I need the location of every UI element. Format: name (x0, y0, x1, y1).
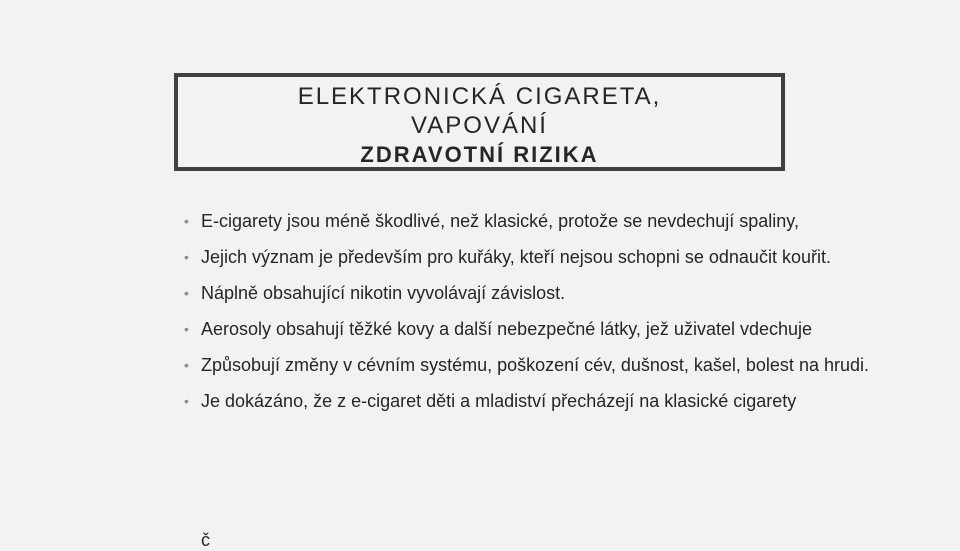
cut-off-text: č (201, 530, 210, 550)
bullet-text: Způsobují změny v cévním systému, poškození cév, dušnost, kašel, bolest na hrudi. (201, 355, 869, 375)
slide-title-line-1: ELEKTRONICKÁ CIGARETA, (297, 83, 662, 110)
bullet-dot-icon: • (184, 321, 189, 337)
bullet-item (184, 245, 884, 269)
bullet-item (184, 317, 884, 341)
bullet-item (184, 389, 884, 413)
slide-subtitle: ZDRAVOTNÍ RIZIKA (360, 142, 599, 167)
bullet-item (184, 209, 884, 233)
bullet-dot-icon: • (184, 357, 189, 373)
bullet-text: Aerosoly obsahují těžké kovy a další nebezpečné látky, jež uživatel vdechuje (201, 319, 813, 339)
bullet-dot-icon: • (184, 249, 189, 265)
bullet-text: Náplně obsahující nikotin vyvolávají závislost. (201, 283, 566, 303)
bullet-text: Je dokázáno, že z e-cigaret děti a mladiství přecházejí na klasické cigarety (201, 391, 797, 411)
slide-title-box (174, 73, 785, 171)
bullet-dot-icon: • (184, 213, 189, 229)
bullet-dot-icon: • (184, 393, 189, 409)
slide-title-line-2: VAPOVÁNÍ (411, 112, 548, 139)
bullet-text: Jejich význam je především pro kuřáky, kteří nejsou schopni se odnaučit kouřit. (201, 247, 831, 267)
bullet-text: E-cigarety jsou méně škodlivé, než klasické, protože se nevdechují spaliny, (201, 211, 799, 231)
bullet-item (184, 353, 884, 377)
bullet-list (184, 209, 884, 425)
bullet-dot-icon: • (184, 285, 189, 301)
bullet-item (184, 281, 884, 305)
